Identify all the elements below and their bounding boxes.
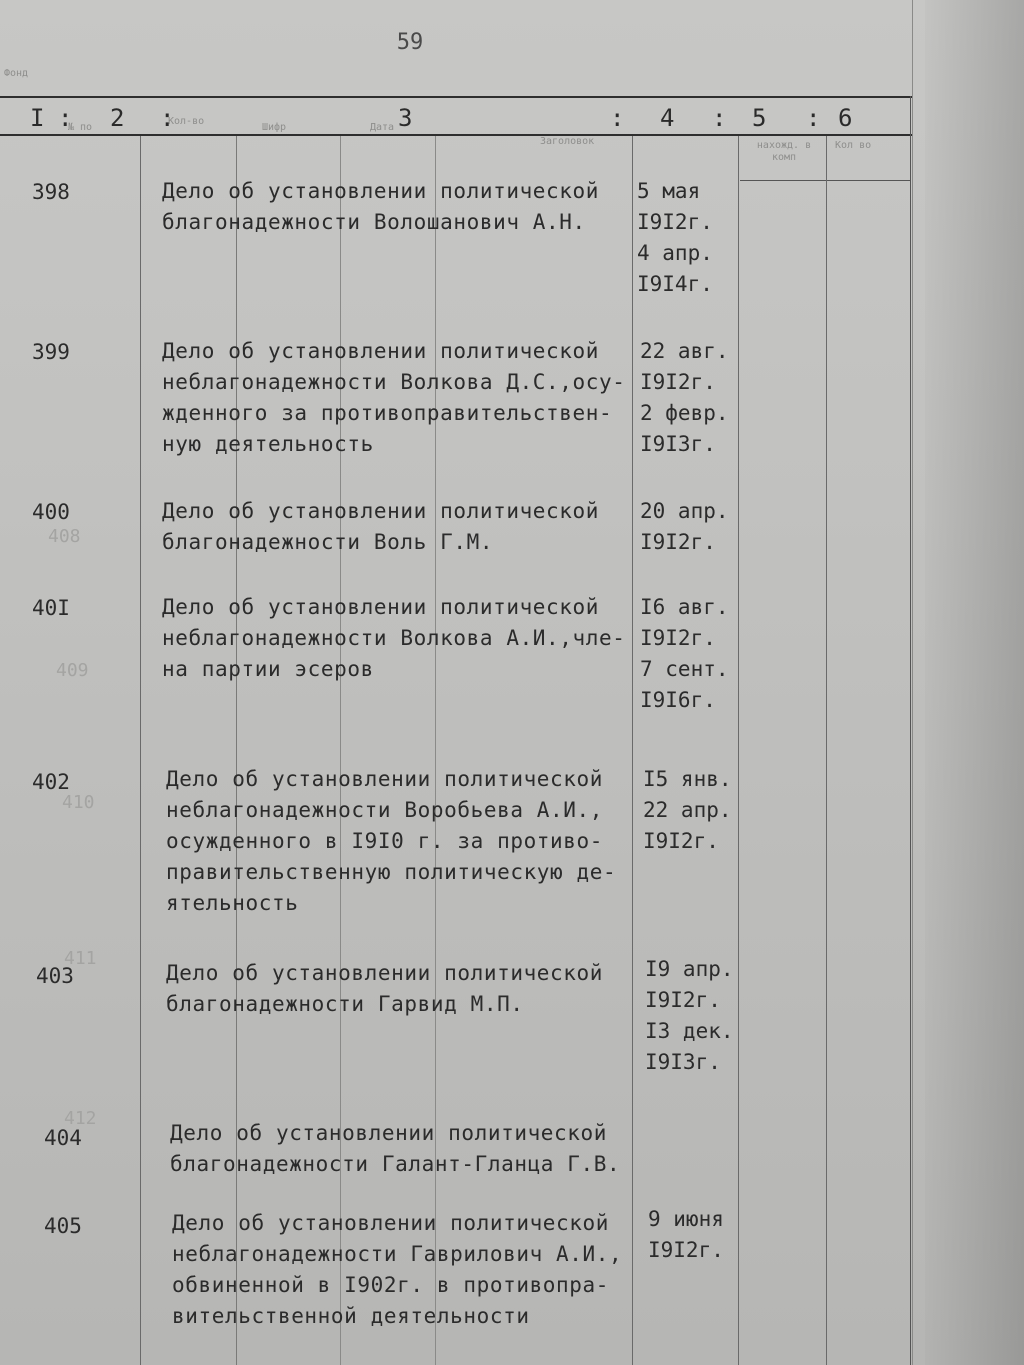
entry-dates: 20 апр. I9I2г. — [640, 499, 729, 554]
bleed-through-number: 411 — [64, 948, 97, 969]
column-rule — [140, 136, 141, 1365]
bleed-through-number: 408 — [48, 526, 81, 547]
header-top-rule — [0, 96, 912, 98]
entry-dates: 22 авг. I9I2г. 2 февр. I9I3г. — [640, 339, 729, 456]
column-rule — [826, 136, 827, 1365]
column-separator: : — [806, 104, 821, 132]
entry-description: Дело об установлении политической неблагонадежности Воробьева А.И., осужденного в I9I0 г. за противо- правительственную политическую де- ятельность — [166, 767, 617, 915]
page-number: 59 — [396, 30, 424, 55]
entry-dates: I9 апр. I9I2г. I3 дек. I9I3г. — [645, 957, 734, 1074]
column-number-4: 4 — [660, 104, 675, 132]
header-fragment-number: № по — [68, 122, 93, 133]
column-number-1: I — [30, 104, 45, 132]
column-number-2: 2 — [110, 104, 125, 132]
header-bottom-rule — [0, 134, 912, 136]
entry-description: Дело об установлении политической благонадежности Волошанович А.Н. — [162, 179, 600, 234]
header-fragment-date: Дата — [370, 122, 395, 133]
entry-number: 402 — [32, 770, 70, 794]
header-sub-rule — [740, 180, 910, 181]
header-fragment-count: Кол-во — [168, 116, 205, 127]
entry-description: Дело об установлении политической неблагонадежности Гаврилович А.И., обвиненной в I902г. в противопра- вительственной деятельности — [172, 1211, 623, 1328]
header-fragment-pages: Кол во — [835, 140, 872, 151]
column-separator: : — [58, 104, 73, 132]
entry-number: 40I — [32, 596, 70, 620]
column-rule — [910, 96, 911, 1365]
column-separator: : — [712, 104, 727, 132]
bleed-through-number: 410 — [62, 792, 95, 813]
header-fragment-code: Шифр — [262, 122, 287, 133]
entry-description: Дело об установлении политической неблагонадежности Волкова Д.С.,осу- жденного за противоправительствен- ную деятельность — [162, 339, 626, 456]
bleed-through-number: 412 — [64, 1108, 97, 1129]
entry-dates: 5 мая I9I2г. 4 апр. I9I4г. — [637, 179, 713, 296]
entry-description: Дело об установлении политической неблагонадежности Волкова А.И.,чле- на партии эсеров — [162, 595, 626, 681]
header-fragment-fond: Фонд — [4, 68, 29, 79]
entry-number: 400 — [32, 500, 70, 524]
column-number-6: 6 — [838, 104, 853, 132]
column-rule — [435, 136, 436, 1365]
column-separator: : — [160, 104, 175, 132]
entry-description: Дело об установлении политической благонадежности Галант-Гланца Г.В. — [170, 1121, 621, 1176]
entry-dates: I6 авг. I9I2г. 7 сент. I9I6г. — [640, 595, 729, 712]
column-rule — [340, 136, 341, 1365]
entry-number: 404 — [44, 1126, 82, 1150]
page-shadow — [925, 0, 1024, 1365]
entry-number: 403 — [36, 964, 74, 988]
column-number-row — [0, 104, 912, 134]
entry-dates: 9 июня I9I2г. — [648, 1207, 724, 1262]
entry-number: 399 — [32, 340, 70, 364]
column-rule — [632, 136, 633, 1365]
bleed-through-number: 409 — [56, 660, 89, 681]
column-rule — [236, 136, 237, 1365]
entry-number: 405 — [44, 1214, 82, 1238]
column-number-5: 5 — [752, 104, 767, 132]
column-number-3: 3 — [398, 104, 413, 132]
entry-dates: I5 янв. 22 апр. I9I2г. — [643, 767, 732, 853]
header-fragment-title: Заголовок — [540, 136, 595, 147]
entry-number: 398 — [32, 180, 70, 204]
column-rule — [738, 136, 739, 1365]
header-fragment-notes: нахожд. в комп — [756, 140, 812, 163]
entry-description: Дело об установлении политической благонадежности Воль Г.М. — [162, 499, 600, 554]
column-separator: : — [610, 104, 625, 132]
page-edge — [912, 0, 913, 1365]
entry-description: Дело об установлении политической благонадежности Гарвид М.П. — [166, 961, 604, 1016]
